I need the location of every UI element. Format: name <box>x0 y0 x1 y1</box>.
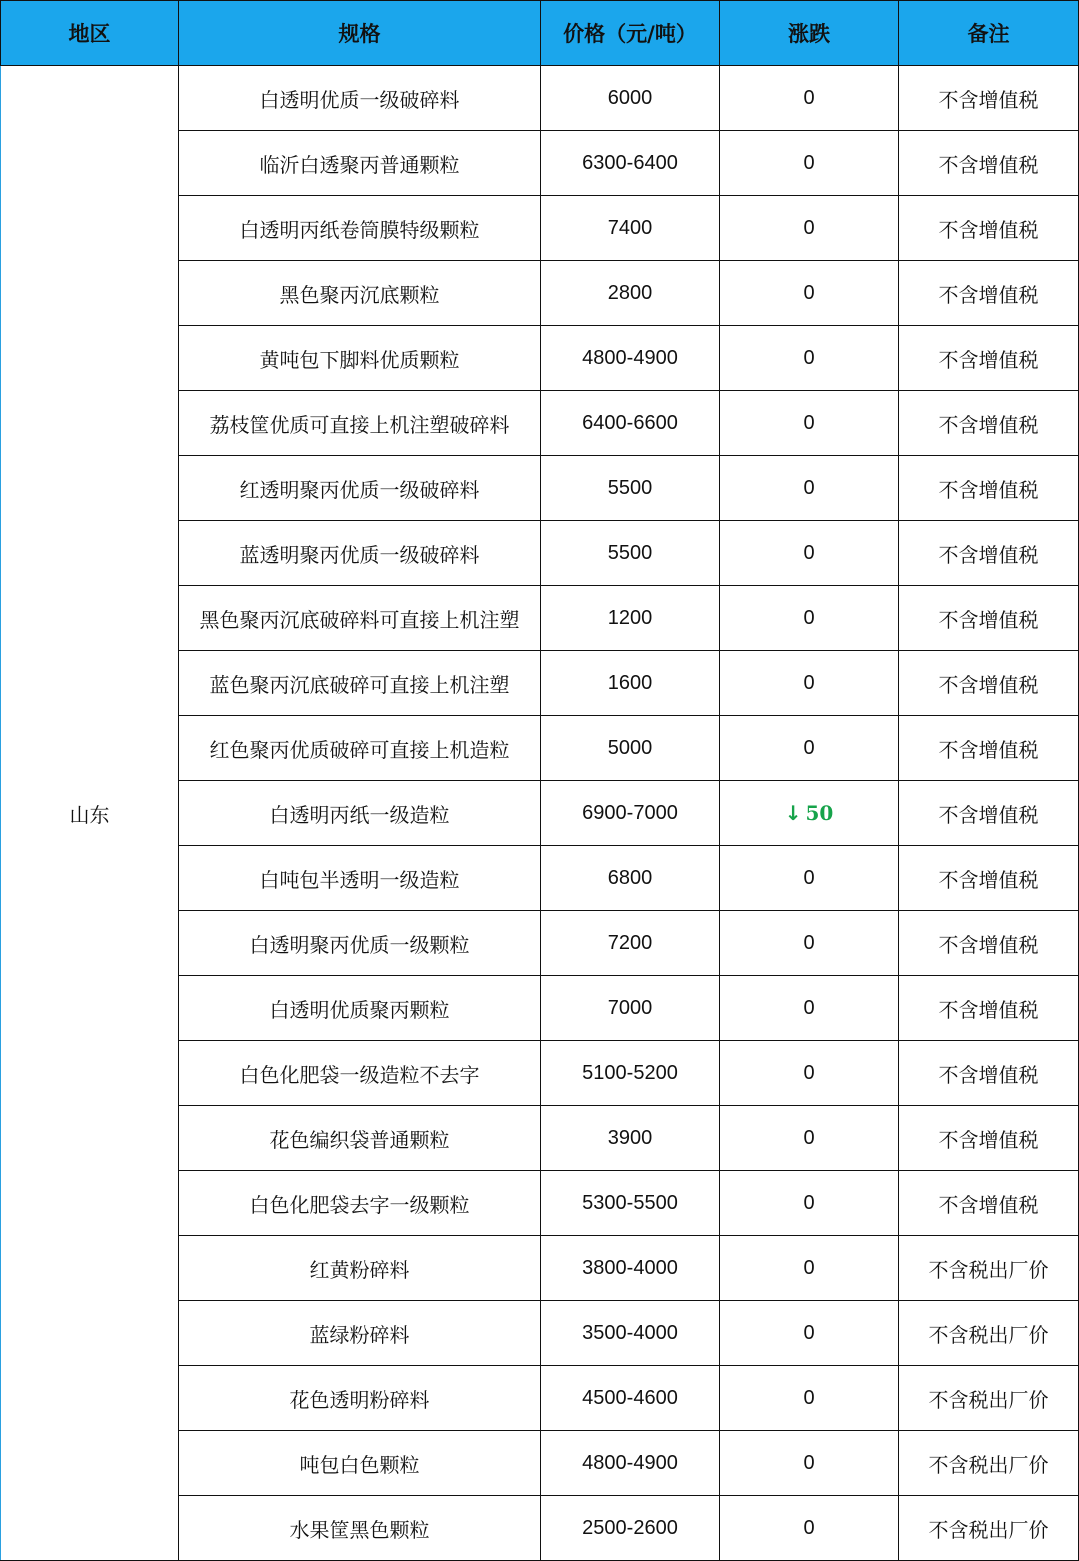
spec-cell: 水果筐黑色颗粒 <box>179 1496 541 1561</box>
spec-cell: 白透明聚丙优质一级颗粒 <box>179 911 541 976</box>
note-cell: 不含增值税 <box>899 1171 1079 1236</box>
price-cell: 5300-5500 <box>541 1171 720 1236</box>
note-cell: 不含增值税 <box>899 846 1079 911</box>
price-cell: 4500-4600 <box>541 1366 720 1431</box>
spec-cell: 蓝绿粉碎料 <box>179 1301 541 1366</box>
spec-cell: 临沂白透聚丙普通颗粒 <box>179 131 541 196</box>
spec-cell: 黄吨包下脚料优质颗粒 <box>179 326 541 391</box>
note-cell: 不含增值税 <box>899 781 1079 846</box>
change-cell: 0 <box>720 1496 899 1561</box>
note-cell: 不含增值税 <box>899 196 1079 261</box>
spec-cell: 黑色聚丙沉底破碎料可直接上机注塑 <box>179 586 541 651</box>
price-cell: 6400-6600 <box>541 391 720 456</box>
change-cell: 0 <box>720 261 899 326</box>
note-cell: 不含增值税 <box>899 521 1079 586</box>
price-cell: 5100-5200 <box>541 1041 720 1106</box>
change-cell: 0 <box>720 1236 899 1301</box>
change-cell: 0 <box>720 1366 899 1431</box>
spec-cell: 荔枝筐优质可直接上机注塑破碎料 <box>179 391 541 456</box>
price-cell: 7000 <box>541 976 720 1041</box>
note-cell: 不含增值税 <box>899 261 1079 326</box>
change-cell: 0 <box>720 391 899 456</box>
header-note: 备注 <box>899 1 1079 66</box>
note-cell: 不含增值税 <box>899 976 1079 1041</box>
change-value: 50 <box>805 801 834 825</box>
note-cell: 不含增值税 <box>899 911 1079 976</box>
change-cell: 0 <box>720 1301 899 1366</box>
price-cell: 6900-7000 <box>541 781 720 846</box>
note-cell: 不含增值税 <box>899 586 1079 651</box>
arrow-down-icon: ↓ <box>784 801 802 825</box>
change-cell: 0 <box>720 911 899 976</box>
spec-cell: 花色透明粉碎料 <box>179 1366 541 1431</box>
table-body <box>1 66 1079 1561</box>
header-change: 涨跌 <box>720 1 899 66</box>
change-cell: 0 <box>720 651 899 716</box>
price-cell: 4800-4900 <box>541 326 720 391</box>
change-cell: 0 <box>720 1041 899 1106</box>
change-cell: 0 <box>720 976 899 1041</box>
change-cell <box>720 781 899 846</box>
spec-cell: 白透明优质聚丙颗粒 <box>179 976 541 1041</box>
header-row <box>1 1 1079 66</box>
price-cell: 3500-4000 <box>541 1301 720 1366</box>
spec-cell: 红色聚丙优质破碎可直接上机造粒 <box>179 716 541 781</box>
note-cell: 不含税出厂价 <box>899 1236 1079 1301</box>
header-region: 地区 <box>1 1 179 66</box>
note-cell: 不含税出厂价 <box>899 1301 1079 1366</box>
change-cell: 0 <box>720 326 899 391</box>
note-cell: 不含增值税 <box>899 1041 1079 1106</box>
spec-cell: 花色编织袋普通颗粒 <box>179 1106 541 1171</box>
change-cell: 0 <box>720 66 899 131</box>
change-cell: 0 <box>720 846 899 911</box>
price-cell: 3800-4000 <box>541 1236 720 1301</box>
note-cell: 不含增值税 <box>899 651 1079 716</box>
note-cell: 不含增值税 <box>899 456 1079 521</box>
change-cell: 0 <box>720 196 899 261</box>
note-cell: 不含增值税 <box>899 66 1079 131</box>
change-cell: 0 <box>720 716 899 781</box>
price-cell: 1200 <box>541 586 720 651</box>
header-price: 价格（元/吨） <box>541 1 720 66</box>
price-cell: 1600 <box>541 651 720 716</box>
price-cell: 5000 <box>541 716 720 781</box>
price-cell: 6800 <box>541 846 720 911</box>
note-cell: 不含增值税 <box>899 716 1079 781</box>
price-cell: 2500-2600 <box>541 1496 720 1561</box>
spec-cell: 白透明丙纸卷筒膜特级颗粒 <box>179 196 541 261</box>
spec-cell: 吨包白色颗粒 <box>179 1431 541 1496</box>
table-header <box>1 1 1079 66</box>
note-cell: 不含增值税 <box>899 326 1079 391</box>
price-cell: 6000 <box>541 66 720 131</box>
spec-cell: 白吨包半透明一级造粒 <box>179 846 541 911</box>
note-cell: 不含税出厂价 <box>899 1496 1079 1561</box>
change-cell: 0 <box>720 1171 899 1236</box>
spec-cell: 蓝透明聚丙优质一级破碎料 <box>179 521 541 586</box>
spec-cell: 白透明丙纸一级造粒 <box>179 781 541 846</box>
table-row <box>1 66 1079 131</box>
change-cell: 0 <box>720 131 899 196</box>
spec-cell: 黑色聚丙沉底颗粒 <box>179 261 541 326</box>
price-cell: 5500 <box>541 521 720 586</box>
price-cell: 2800 <box>541 261 720 326</box>
note-cell: 不含税出厂价 <box>899 1431 1079 1496</box>
change-cell: 0 <box>720 521 899 586</box>
note-cell: 不含增值税 <box>899 131 1079 196</box>
change-cell: 0 <box>720 456 899 521</box>
price-cell: 7200 <box>541 911 720 976</box>
spec-cell: 白色化肥袋去字一级颗粒 <box>179 1171 541 1236</box>
change-cell: 0 <box>720 586 899 651</box>
price-cell: 4800-4900 <box>541 1431 720 1496</box>
note-cell: 不含增值税 <box>899 1106 1079 1171</box>
spec-cell: 红透明聚丙优质一级破碎料 <box>179 456 541 521</box>
change-cell: 0 <box>720 1106 899 1171</box>
price-cell: 3900 <box>541 1106 720 1171</box>
price-cell: 7400 <box>541 196 720 261</box>
price-cell: 5500 <box>541 456 720 521</box>
note-cell: 不含税出厂价 <box>899 1366 1079 1431</box>
header-spec: 规格 <box>179 1 541 66</box>
spec-cell: 白色化肥袋一级造粒不去字 <box>179 1041 541 1106</box>
spec-cell: 红黄粉碎料 <box>179 1236 541 1301</box>
spec-cell: 白透明优质一级破碎料 <box>179 66 541 131</box>
change-cell: 0 <box>720 1431 899 1496</box>
region-cell: 山东 <box>1 66 179 1561</box>
note-cell: 不含增值税 <box>899 391 1079 456</box>
price-cell: 6300-6400 <box>541 131 720 196</box>
spec-cell: 蓝色聚丙沉底破碎可直接上机注塑 <box>179 651 541 716</box>
